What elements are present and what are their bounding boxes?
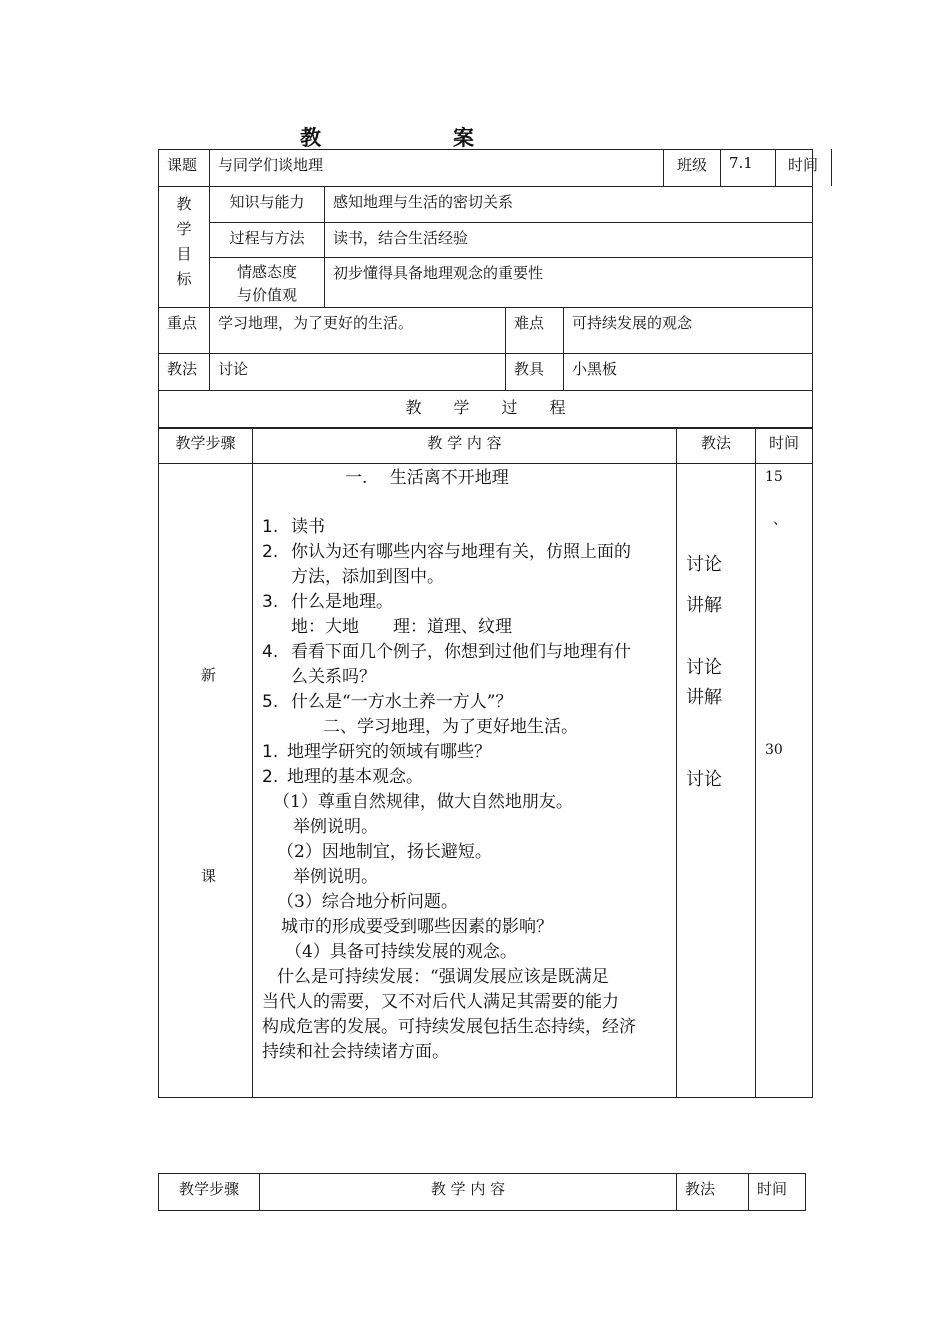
concept-line: 当代人的需要，又不对后代人满足其需要的能力 [262, 992, 619, 1012]
difficult-point-label: 难点 [506, 308, 564, 353]
tools-cell [506, 354, 813, 391]
concept-line: 城市的形成要受到哪些因素的影响？ [281, 917, 553, 937]
objective-label-process: 过程与方法 [210, 223, 325, 258]
list-item: 地：大地 理：道理、纹理 [291, 617, 512, 637]
concept-line: 举例说明。 [293, 817, 378, 837]
column-step: 教学步骤 [159, 428, 253, 464]
list-item: 你认为还有哪些内容与地理有关，仿照上面的 [291, 542, 631, 562]
lesson-info-table [158, 149, 819, 429]
column-method: 教法 [677, 1174, 749, 1211]
time-cell [756, 464, 813, 1098]
column-time: 时间 [756, 428, 813, 464]
objective-label-attitude: 情感态度 与价值观 [210, 258, 325, 308]
step-char-lesson: 课 [201, 867, 217, 885]
list-item: 地理的基本观念。 [287, 767, 423, 787]
heading-1: 一. 生活离不开地理 [345, 468, 509, 488]
item-number: 2. [262, 767, 279, 787]
objectives-label: 教 学 目 标 [159, 187, 210, 308]
time-mark: 、 [773, 512, 787, 528]
process-title: 教 学 过 程 [159, 391, 813, 429]
column-time: 时间 [749, 1174, 806, 1211]
concept-line: （2）因地制宜，扬长避短。 [277, 842, 492, 862]
item-number: 1. [262, 517, 279, 537]
key-point-label: 重点 [159, 308, 210, 354]
content-cell [253, 464, 677, 1098]
concept-line: 举例说明。 [293, 867, 378, 887]
method-value: 讨论 [210, 354, 506, 391]
item-number: 3. [262, 592, 279, 612]
item-number: 5. [262, 692, 279, 712]
time-value: 30 [765, 742, 783, 758]
method-label: 教法 [159, 354, 210, 391]
heading-2: 二、学习地理，为了更好地生活。 [323, 717, 578, 737]
difficult-point: 可持续发展的观念 [572, 314, 693, 332]
list-item: 看看下面几个例子，你想到过他们与地理有什 [291, 642, 631, 662]
method-item: 讨论 [686, 554, 722, 575]
concept-line: （3）综合地分析问题。 [277, 892, 458, 912]
key-point: 学习地理，为了更好的生活。 [210, 308, 506, 354]
concept-line: （1）尊重自然规律，做大自然地朋友。 [273, 792, 573, 812]
column-method: 教法 [677, 428, 756, 464]
topic-label: 课题 [159, 150, 210, 187]
column-step: 教学步骤 [159, 1174, 260, 1211]
concept-line: 持续和社会持续诸方面。 [262, 1042, 449, 1062]
item-number: 2. [262, 542, 279, 562]
time-label-cell [776, 150, 819, 187]
tools-value: 小黑板 [572, 360, 618, 378]
topic-value: 与同学们谈地理 [210, 150, 664, 187]
list-item: 什么是“一方水土养一方人”？ [291, 692, 513, 712]
item-number: 1. [262, 742, 279, 762]
method-item: 讲解 [686, 595, 722, 616]
concept-line: （4）具备可持续发展的观念。 [285, 942, 517, 962]
document-title: 教 案 [300, 125, 504, 150]
difficult-point-cell [506, 308, 813, 354]
method-item: 讲解 [686, 687, 722, 708]
step-cell [159, 464, 253, 1098]
objective-attitude: 初步懂得具备地理观念的重要性 [325, 258, 813, 308]
item-number: 4. [262, 642, 279, 662]
process-table [158, 427, 813, 1098]
list-item: 么关系吗？ [291, 667, 376, 687]
method-item: 讨论 [686, 657, 722, 678]
method-cell [677, 464, 756, 1098]
method-item: 讨论 [686, 769, 722, 790]
class-value: 7.1 [721, 150, 776, 187]
concept-line: 什么是可持续发展：“强调发展应该是既满足 [277, 967, 609, 987]
column-content: 教 学 内 容 [253, 428, 677, 464]
list-item: 什么是地理。 [291, 592, 393, 612]
tools-label: 教具 [506, 354, 564, 390]
time-label: 时间 [788, 156, 819, 174]
objective-knowledge: 感知地理与生活的密切关系 [325, 187, 813, 223]
objective-label-knowledge: 知识与能力 [210, 187, 325, 223]
process-table-continued [158, 1173, 806, 1211]
list-item: 方法，添加到图中。 [291, 567, 444, 587]
time-value: 15 [765, 469, 783, 485]
list-item: 读书 [291, 517, 325, 537]
column-content: 教 学 内 容 [260, 1174, 677, 1211]
objective-process: 读书，结合生活经验 [325, 223, 813, 258]
concept-line: 构成危害的发展。可持续发展包括生态持续，经济 [262, 1017, 636, 1037]
class-label: 班级 [664, 150, 721, 187]
list-item: 地理学研究的领域有哪些？ [287, 742, 491, 762]
step-char-new: 新 [201, 666, 217, 684]
